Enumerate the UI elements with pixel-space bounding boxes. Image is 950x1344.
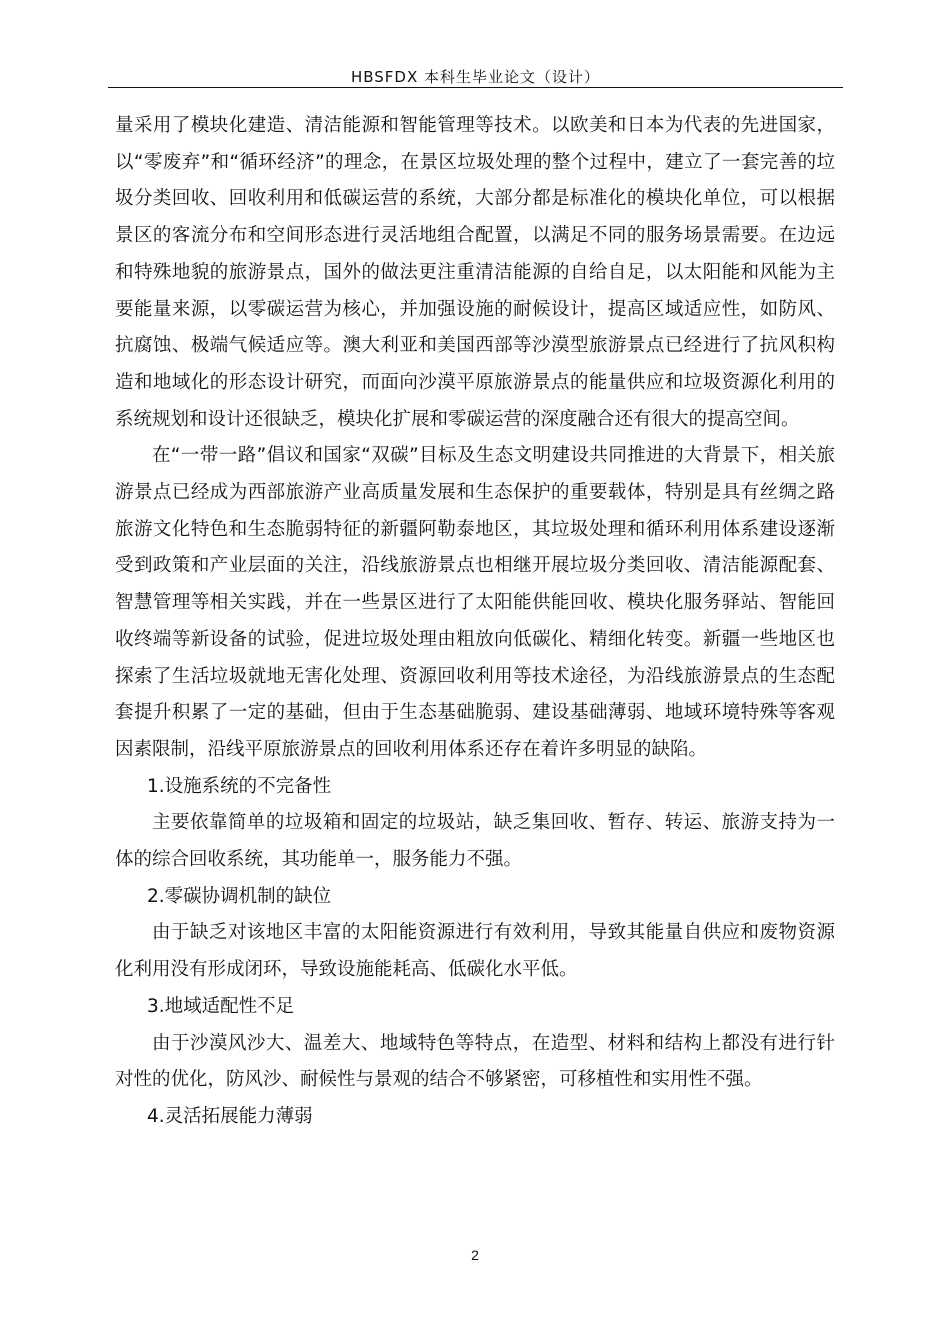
- section-heading-2: 2.零碳协调机制的缺位: [147, 885, 332, 907]
- section-heading-4: 4.灵活拓展能力薄弱: [147, 1105, 313, 1127]
- section-text-3: 由于沙漠风沙大、温差大、地域特色等特点，在造型、材料和结构上都没有进行针对性的优化，防风沙、耐候性与景观的结合不够紧密，可移植性和实用性不强。: [115, 1032, 835, 1091]
- section-heading-3: 3.地域适配性不足: [147, 995, 295, 1017]
- section-heading-1: 1.设施系统的不完备性: [147, 775, 332, 797]
- document-body: [115, 108, 835, 1136]
- page-number: 2: [471, 1247, 479, 1263]
- header-divider: [108, 87, 843, 88]
- paragraph-continued: 量采用了模块化建造、清洁能源和智能管理等技术。以欧美和日本为代表的先进国家，以“零废弃”和“循环经济”的理念，在景区垃圾处理的整个过程中，建立了一套完善的垃圾分类回收、回收利用和低碳运营的系统，大部分都是标准化的模块化单位，可以根据景区的客流分布和空间形态进行灵活地组合配置，以满足不同的服务场景需要。在边远和特殊地貌的旅游景点，国外的做法更注重清洁能源的自给自足，以太阳能和风能为主要能量来源，以零碳运营为核心，并加强设施的耐候设计，提高区域适应性，如防风、抗腐蚀、极端气候适应等。澳大利亚和美国西部等沙漠型旅游景点已经进行了抗风积构造和地域化的形态设计研究，而面向沙漠平原旅游景点的能量供应和垃圾资源化利用的系统规划和设计还很缺乏，模块化扩展和零碳运营的深度融合还有很大的提高空间。: [115, 115, 835, 430]
- running-header: HBSFDX 本科生毕业论文（设计）: [350, 68, 601, 86]
- section-text-2: 由于缺乏对该地区丰富的太阳能资源进行有效利用，导致其能量自供应和废物资源化利用没有形成闭环，导致设施能耗高、低碳化水平低。: [115, 922, 835, 981]
- paragraph-background: 在“一带一路”倡议和国家“双碳”目标及生态文明建设共同推进的大背景下，相关旅游景点已经成为西部旅游产业高质量发展和生态保护的重要载体，特别是具有丝绸之路旅游文化特色和生态脆弱特征的新疆阿勒泰地区，其垃圾处理和循环利用体系建设逐渐受到政策和产业层面的关注，沿线旅游景点也相继开展垃圾分类回收、清洁能源配套、智慧管理等相关实践，并在一些景区进行了太阳能供能回收、模块化服务驿站、智能回收终端等新设备的试验，促进垃圾处理由粗放向低碳化、精细化转变。新疆一些地区也探索了生活垃圾就地无害化处理、资源回收利用等技术途径，为沿线旅游景点的生态配套提升积累了一定的基础，但由于生态基础脆弱、建设基础薄弱、地域环境特殊等客观因素限制，沿线平原旅游景点的回收利用体系还存在着许多明显的缺陷。: [115, 445, 835, 760]
- section-text-1: 主要依靠简单的垃圾箱和固定的垃圾站，缺乏集回收、暂存、转运、旅游支持为一体的综合回收系统，其功能单一，服务能力不强。: [115, 812, 835, 871]
